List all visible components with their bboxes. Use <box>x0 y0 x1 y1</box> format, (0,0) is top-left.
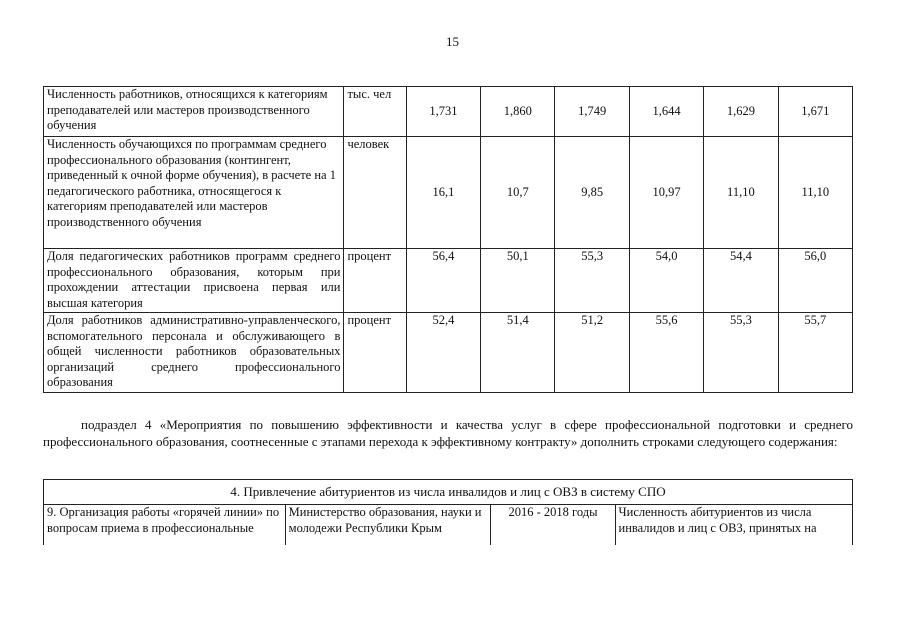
indicator-value: 51,2 <box>555 313 629 393</box>
page-number: 15 <box>446 34 459 49</box>
indicator-value: 55,3 <box>555 249 629 313</box>
indicator-value: 1,671 <box>778 87 852 137</box>
indicator-value: 1,749 <box>555 87 629 137</box>
indicator-value: 56,4 <box>406 249 480 313</box>
indicator-value: 56,0 <box>778 249 852 313</box>
indicator-description: Численность работников, относящихся к категориям преподавателей или мастеров производственного обучения <box>44 87 344 137</box>
indicator-value: 55,6 <box>629 313 703 393</box>
indicator-unit: процент <box>344 249 406 313</box>
indicator-value: 55,7 <box>778 313 852 393</box>
indicator-value: 54,4 <box>704 249 778 313</box>
table-row <box>44 313 853 393</box>
indicator-cell: Численность абитуриентов из числа инвалидов и лиц с ОВЗ, принятых на <box>615 505 852 546</box>
indicator-value: 55,3 <box>704 313 778 393</box>
table-row <box>44 137 853 249</box>
amendment-paragraph <box>43 416 853 450</box>
table-row <box>44 87 853 137</box>
executor-cell: Министерство образования, науки и молодежи Республики Крым <box>285 505 491 546</box>
indicator-description: Доля работников административно-управленческого, вспомогательного персонала и обслуживающего в общей численности работников образовательных организаций среднего профессионального образования <box>44 313 344 393</box>
section-header-row <box>44 480 853 505</box>
indicator-unit: тыс. чел <box>344 87 406 137</box>
indicator-value: 9,85 <box>555 137 629 249</box>
indicator-value: 52,4 <box>406 313 480 393</box>
indicator-description: Доля педагогических работников программ среднего профессионального образования, которым при прохождении аттестации присвоена первая или высшая категория <box>44 249 344 313</box>
period-cell: 2016 - 2018 годы <box>491 505 615 546</box>
indicator-unit: человек <box>344 137 406 249</box>
amendment-text: подраздел 4 «Мероприятия по повышению эффективности и качества услуг в сфере профессиональной подготовки и среднего профессионального образования, соотнесенные с этапами перехода к эффективному контракту» дополнить строками следующего содержания: <box>43 417 853 449</box>
indicator-value: 1,644 <box>629 87 703 137</box>
indicator-value: 1,629 <box>704 87 778 137</box>
table-row <box>44 249 853 313</box>
indicator-description: Численность обучающихся по программам среднего профессионального образования (контингент, приведенный к очной форме обучения), в расчете на 1 педагогического работника, относящегося к категориям преподавателей или мастеров производственного обучения <box>44 137 344 249</box>
table-row <box>44 505 853 546</box>
measures-table <box>43 479 853 545</box>
indicators-table <box>43 86 853 393</box>
indicator-value: 51,4 <box>481 313 555 393</box>
section-title: 4. Привлечение абитуриентов из числа инвалидов и лиц с ОВЗ в систему СПО <box>44 480 853 505</box>
indicator-value: 54,0 <box>629 249 703 313</box>
indicator-value: 10,7 <box>481 137 555 249</box>
indicator-value: 11,10 <box>704 137 778 249</box>
indicator-value: 1,860 <box>481 87 555 137</box>
indicator-value: 50,1 <box>481 249 555 313</box>
indicator-unit: процент <box>344 313 406 393</box>
indicator-value: 10,97 <box>629 137 703 249</box>
indicator-value: 1,731 <box>406 87 480 137</box>
measure-cell: 9. Организация работы «горячей линии» по вопросам приема в профессиональные <box>44 505 286 546</box>
indicator-value: 16,1 <box>406 137 480 249</box>
indicator-value: 11,10 <box>778 137 852 249</box>
